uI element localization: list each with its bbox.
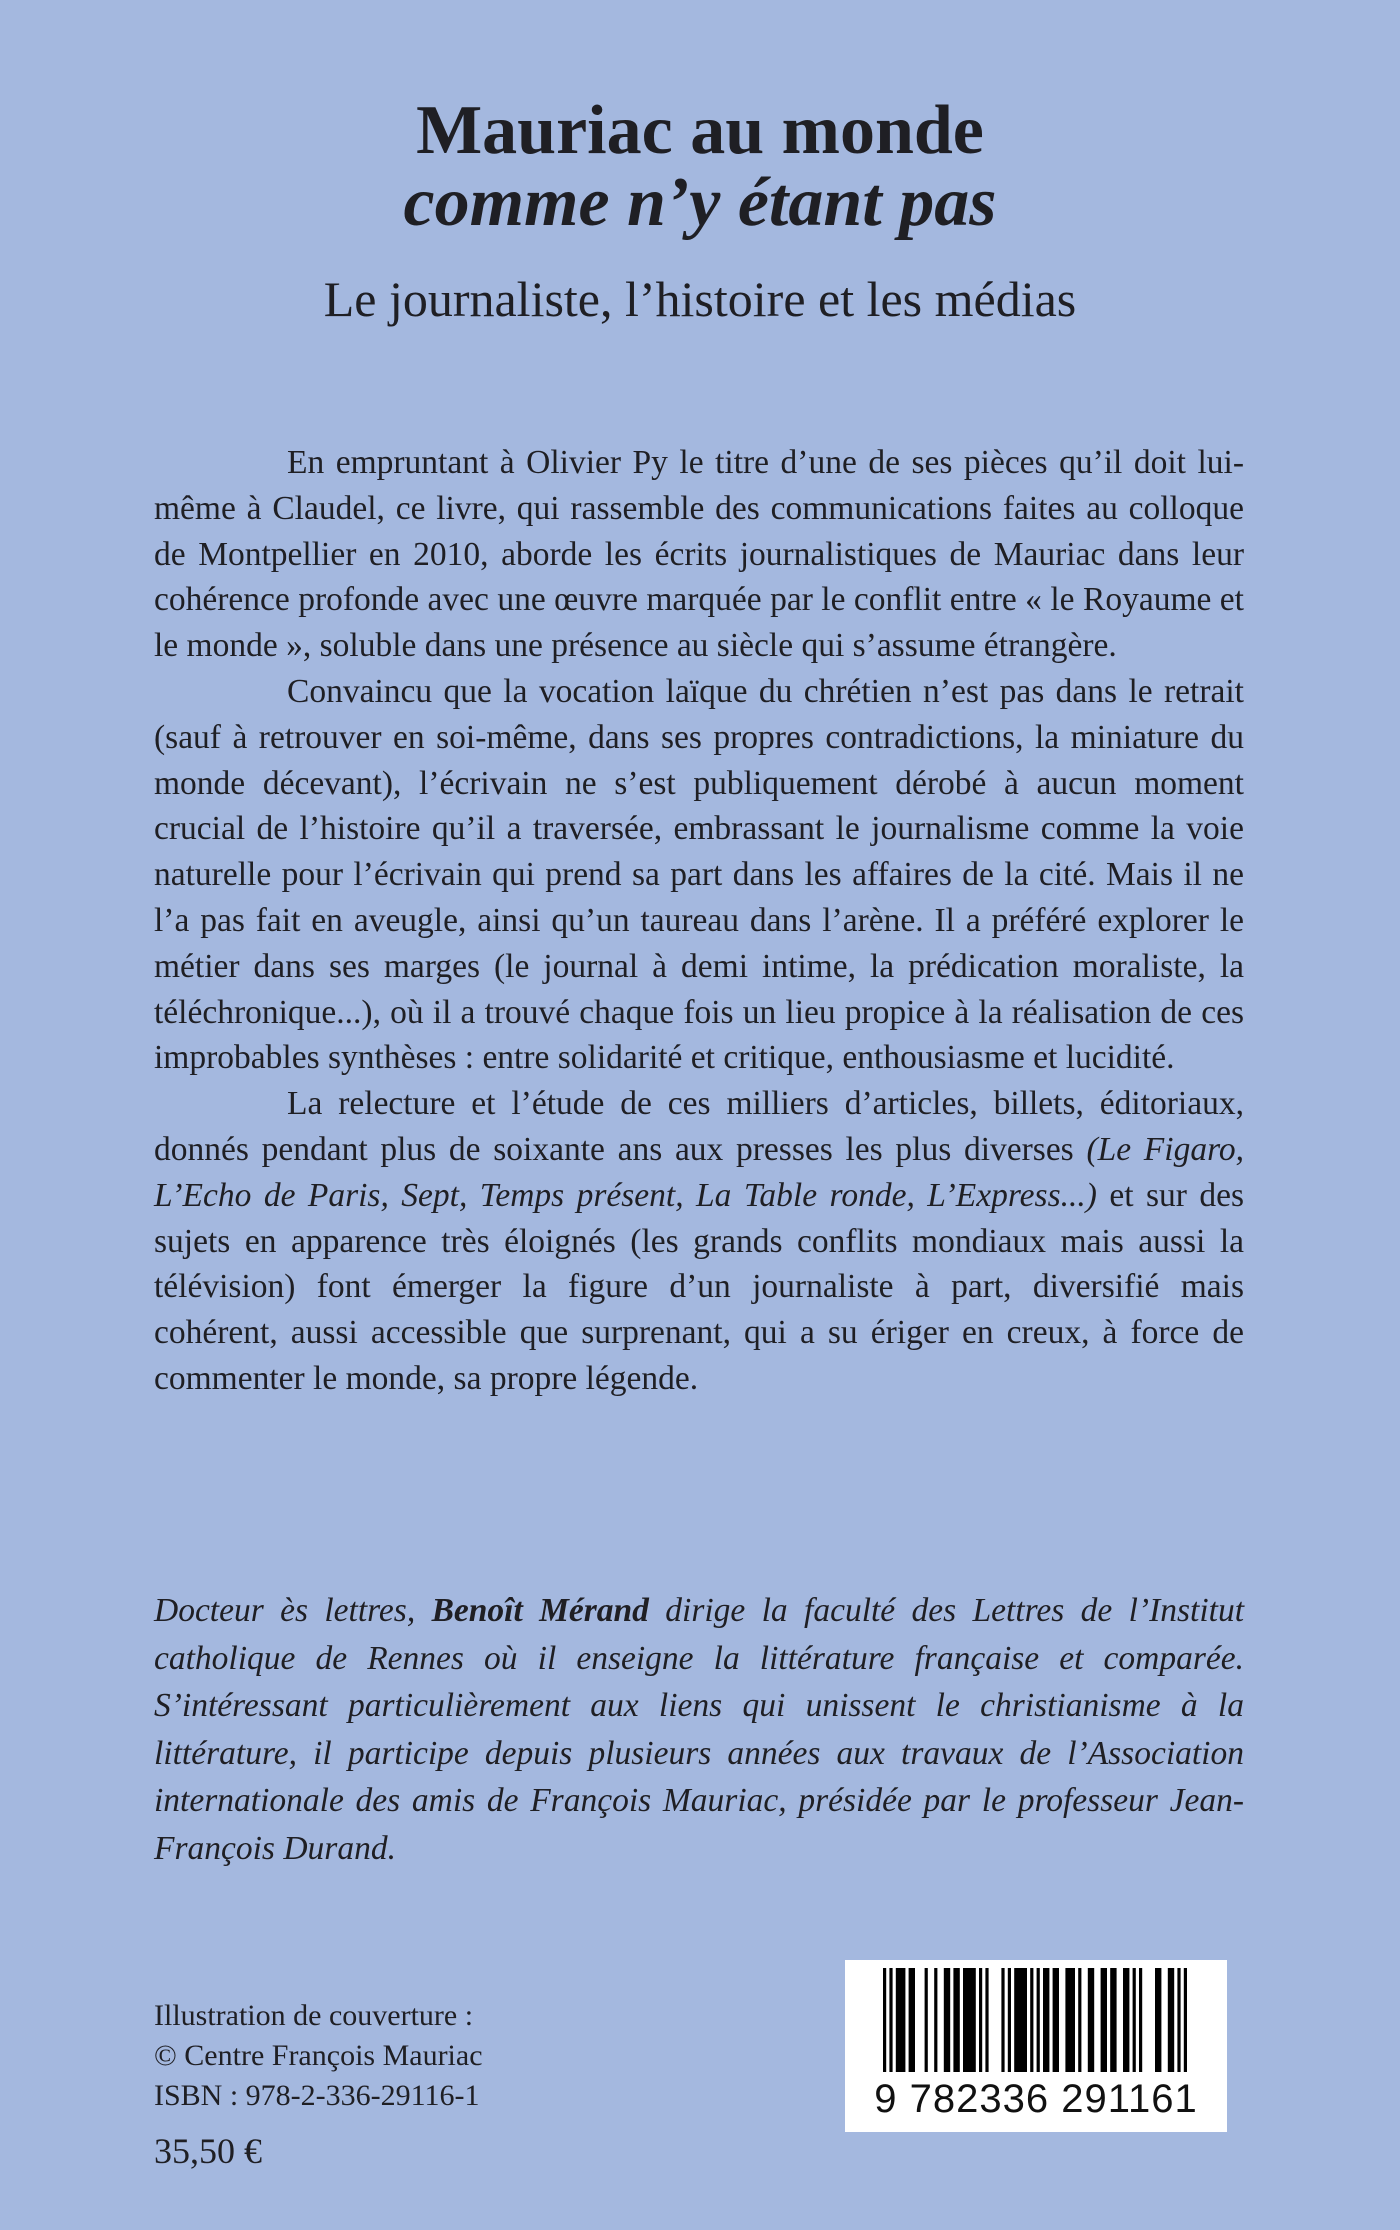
author-bio — [154, 1587, 1244, 1872]
barcode-bar — [1053, 1968, 1059, 2072]
barcode-bar — [1184, 1968, 1187, 2072]
barcode-bar — [1008, 1968, 1011, 2072]
barcode — [845, 1960, 1227, 2132]
barcode-bar — [1037, 1968, 1040, 2072]
bio-start: Docteur ès lettres, — [154, 1592, 432, 1629]
book-subtitle: Le journaliste, l’histoire et les médias — [323, 271, 1077, 327]
barcode-bar — [883, 1968, 886, 2072]
barcode-bar — [1065, 1968, 1075, 2072]
barcode-bar — [1177, 1968, 1180, 2072]
book-title: Mauriac au monde — [416, 92, 984, 169]
barcode-bar — [1014, 1968, 1027, 2072]
credits — [154, 1996, 654, 2176]
author-name: Benoît Mérand — [431, 1592, 649, 1629]
barcode-bar — [909, 1968, 915, 2072]
barcode-bar — [1078, 1968, 1081, 2072]
isbn: ISBN : 978-2-336-29116-1 — [154, 2079, 480, 2112]
price: 35,50 € — [154, 2131, 262, 2171]
barcode-bar — [1168, 1968, 1174, 2072]
blurb — [154, 440, 1244, 1402]
barcode-bars — [845, 1960, 1227, 2080]
barcode-bar — [1139, 1968, 1142, 2072]
barcode-bar — [1133, 1968, 1136, 2072]
illustration-credit-label: Illustration de couverture : — [154, 1999, 474, 2032]
barcode-bar — [896, 1968, 906, 2072]
barcode-bar — [1088, 1968, 1094, 2072]
barcode-bar — [944, 1968, 950, 2072]
book-title-italic: comme n’y étant pas — [403, 164, 997, 241]
barcode-bar — [985, 1968, 988, 2072]
title-block — [0, 92, 1400, 329]
barcode-bar — [1101, 1968, 1107, 2072]
barcode-bar — [889, 1968, 892, 2072]
barcode-bar — [1123, 1968, 1129, 2072]
blurb-paragraph-3-end: et sur des sujets en apparence très éloignés (les grands conflits mondiaux mais aussi la télévision) font émerger la figure d’un journaliste à part, diversifié mais cohérent, aussi accessible que surprenant, qui a su ériger en creux, à force de commenter le monde, sa propre légende. — [154, 1176, 1244, 1397]
blurb-paragraph-3 — [154, 1081, 1244, 1402]
blurb-paragraph-1: En empruntant à Olivier Py le titre d’une de ses pièces qu’il doit lui-même à Claudel, ce livre, qui rassemble des communications faites au colloque de Montpellier en 2010, aborde les écrits journalistiques de Mauriac dans leur cohérence profonde avec une œuvre marquée par le conflit entre « le Royaume et le monde », soluble dans une présence au siècle qui s’assume étrangère. — [154, 444, 1244, 665]
barcode-bar — [963, 1968, 976, 2072]
barcode-bar — [979, 1968, 982, 2072]
barcode-bar — [934, 1968, 937, 2072]
barcode-bar — [1001, 1968, 1004, 2072]
barcode-bar — [1043, 1968, 1049, 2072]
blurb-paragraph-2: Convaincu que la vocation laïque du chrétien n’est pas dans le retrait (sauf à retrouver en soi-même, dans ses propres contradictions, la miniature du monde décevant), l’écrivain ne s’est publiquement dérobé à aucun moment crucial de l’histoire qu’il a traversée, embrassant le journalisme comme la voie naturelle pour l’écrivain qui prend sa part dans les affaires de la cité. Mais il ne l’a pas fait en aveugle, ainsi qu’un taureau dans l’arène. Il a préféré explorer le métier dans ses marges (le journal à demi intime, la prédication moraliste, la téléchronique...), où il a trouvé chaque fois un lieu propice à la réalisation de ces improbables synthèses : entre solidarité et critique, enthousiasme et lucidité. — [154, 672, 1244, 1077]
illustration-credit: © Centre François Mauriac — [154, 2039, 483, 2072]
press-titles: (Le Figaro, L’Echo de Paris, Sept, Temps présent, La Table ronde, L’Express...) — [154, 1130, 1244, 1214]
barcode-bar — [1155, 1968, 1161, 2072]
barcode-digits: 9 782336 291161 — [874, 2077, 1198, 2121]
bio-rest: dirige la faculté des Lettres de l’Institut catholique de Rennes où il enseigne la littérature française et comparée. S’intéressant particulièrement aux liens qui unissent le christianisme à la littérature, il participe depuis plusieurs années aux travaux de l’Association internationale des amis de François Mauriac, présidée par le professeur Jean-François Durand. — [154, 1592, 1244, 1867]
barcode-bar — [925, 1968, 928, 2072]
barcode-bar — [953, 1968, 959, 2072]
barcode-bar — [1110, 1968, 1116, 2072]
blurb-paragraph-3-start: La relecture et l’étude de ces milliers d’articles, billets, éditoriaux, donnés pendant plus de soixante ans aux presses les plus diverses — [154, 1085, 1244, 1168]
barcode-bar — [1030, 1968, 1033, 2072]
